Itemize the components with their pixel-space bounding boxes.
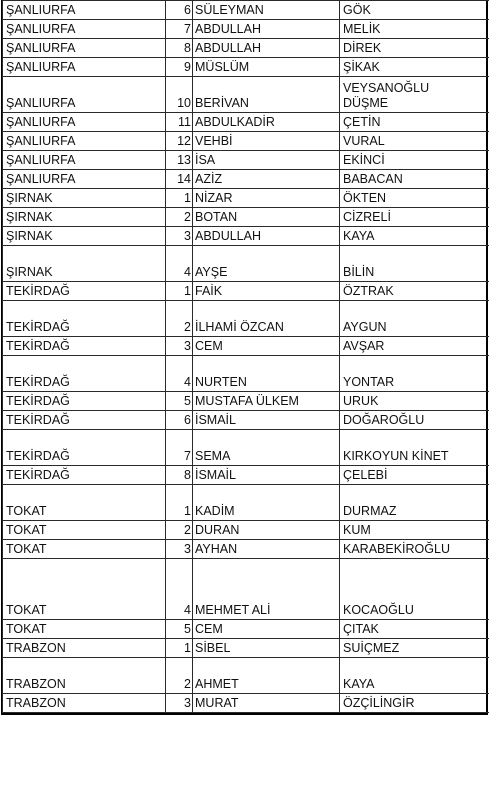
province-cell[interactable]: TOKAT [3,559,166,620]
rank-cell[interactable]: 4 [166,356,193,392]
rank-cell[interactable]: 3 [166,227,193,246]
first-name-cell[interactable]: AYŞE [193,246,340,282]
table-row [3,466,489,485]
table-row [3,521,489,540]
province-cell[interactable]: ŞANLIURFA [3,170,166,189]
table-row [3,151,489,170]
province-cell[interactable]: ŞANLIURFA [3,39,166,58]
table-row [3,485,489,521]
last-name-cell[interactable]: EKİNCİ [340,151,489,170]
spreadsheet [1,0,488,715]
last-name-cell[interactable]: AVŞAR [340,337,489,356]
province-cell[interactable]: TEKİRDAĞ [3,411,166,430]
last-name-cell[interactable]: KOCAOĞLU [340,559,489,620]
rank-cell[interactable]: 2 [166,208,193,227]
table-row [3,540,489,559]
first-name-cell[interactable]: ABDULLAH [193,227,340,246]
table-row [3,58,489,77]
first-name-cell[interactable]: İSMAİL [193,411,340,430]
first-name-cell[interactable]: FAİK [193,282,340,301]
rank-cell[interactable]: 1 [166,639,193,658]
last-name-cell[interactable]: VURAL [340,132,489,151]
province-cell[interactable]: TEKİRDAĞ [3,466,166,485]
rank-cell[interactable]: 2 [166,301,193,337]
last-name-cell[interactable]: DOĞAROĞLU [340,411,489,430]
last-name-cell[interactable]: KAYA [340,658,489,694]
table-row [3,20,489,39]
last-name-cell[interactable]: ÇELEBİ [340,466,489,485]
first-name-cell[interactable]: ABDULKADİR [193,113,340,132]
province-cell[interactable]: TOKAT [3,620,166,639]
last-name-cell[interactable]: SUİÇMEZ [340,639,489,658]
last-name-cell[interactable]: ÇETİN [340,113,489,132]
province-cell[interactable]: TOKAT [3,485,166,521]
province-cell[interactable]: TRABZON [3,694,166,713]
rank-cell[interactable]: 2 [166,658,193,694]
rank-cell[interactable]: 7 [166,430,193,466]
province-cell[interactable]: TEKİRDAĞ [3,430,166,466]
table-row [3,658,489,694]
table-row [3,113,489,132]
province-cell[interactable]: TRABZON [3,658,166,694]
rank-cell[interactable]: 1 [166,485,193,521]
first-name-cell[interactable]: SÜLEYMAN [193,1,340,20]
first-name-cell[interactable]: VEHBİ [193,132,340,151]
table-row [3,39,489,58]
province-cell[interactable]: ŞIRNAK [3,227,166,246]
province-cell[interactable]: ŞANLIURFA [3,113,166,132]
table-row [3,694,489,713]
last-name-cell[interactable]: KIRKOYUN KİNET [340,430,489,466]
first-name-cell[interactable]: MEHMET ALİ [193,559,340,620]
province-cell[interactable]: ŞANLIURFA [3,58,166,77]
last-name-cell[interactable]: KARABEKİROĞLU [340,540,489,559]
rank-cell[interactable]: 6 [166,411,193,430]
table-row [3,639,489,658]
last-name-cell[interactable]: ÖZÇİLİNGİR [340,694,489,713]
last-name-cell[interactable]: ÇITAK [340,620,489,639]
first-name-cell[interactable]: SEMA [193,430,340,466]
first-name-cell[interactable]: CEM [193,337,340,356]
last-name-cell[interactable]: ŞİKAK [340,58,489,77]
province-cell[interactable]: ŞIRNAK [3,208,166,227]
first-name-cell[interactable]: MÜSLÜM [193,58,340,77]
table-row [3,189,489,208]
province-cell[interactable]: TOKAT [3,521,166,540]
last-name-cell[interactable]: KAYA [340,227,489,246]
first-name-cell[interactable]: MURAT [193,694,340,713]
first-name-cell[interactable]: İSMAİL [193,466,340,485]
first-name-cell[interactable]: ABDULLAH [193,20,340,39]
rank-cell[interactable]: 8 [166,39,193,58]
first-name-cell[interactable]: BERİVAN [193,77,340,113]
table-row [3,132,489,151]
last-name-cell[interactable]: VEYSANOĞLU DÜŞME [340,77,489,113]
rank-cell[interactable]: 1 [166,189,193,208]
province-cell[interactable]: ŞANLIURFA [3,151,166,170]
rank-cell[interactable]: 10 [166,77,193,113]
last-name-cell[interactable]: CİZRELİ [340,208,489,227]
table-row [3,620,489,639]
first-name-cell[interactable]: AYHAN [193,540,340,559]
table-row [3,227,489,246]
rank-cell[interactable]: 11 [166,113,193,132]
last-name-cell[interactable]: GÖK [340,1,489,20]
last-name-cell[interactable]: ÖKTEN [340,189,489,208]
last-name-cell[interactable]: KUM [340,521,489,540]
first-name-cell[interactable]: KADİM [193,485,340,521]
rank-cell[interactable]: 9 [166,58,193,77]
first-name-cell[interactable]: ABDULLAH [193,39,340,58]
rank-cell[interactable]: 3 [166,694,193,713]
rank-cell[interactable]: 13 [166,151,193,170]
province-cell[interactable]: TEKİRDAĞ [3,392,166,411]
table-row [3,392,489,411]
rank-cell[interactable]: 5 [166,392,193,411]
table-row [3,246,489,282]
table-row [3,282,489,301]
table-row [3,170,489,189]
rank-cell[interactable]: 3 [166,540,193,559]
table-row [3,77,489,113]
rank-cell[interactable]: 4 [166,246,193,282]
first-name-cell[interactable]: CEM [193,620,340,639]
last-name-cell[interactable]: ÖZTRAK [340,282,489,301]
table-row [3,411,489,430]
last-name-cell[interactable]: MELİK [340,20,489,39]
rank-cell[interactable]: 3 [166,337,193,356]
first-name-cell[interactable]: MUSTAFA ÜLKEM [193,392,340,411]
table-row [3,301,489,337]
last-name-cell[interactable]: URUK [340,392,489,411]
rank-cell[interactable]: 2 [166,521,193,540]
table-row [3,337,489,356]
first-name-cell[interactable]: AZİZ [193,170,340,189]
rank-cell[interactable]: 14 [166,170,193,189]
candidate-table [2,0,489,713]
rank-cell[interactable]: 8 [166,466,193,485]
province-cell[interactable]: ŞANLIURFA [3,1,166,20]
first-name-cell[interactable]: NİZAR [193,189,340,208]
province-cell[interactable]: TOKAT [3,540,166,559]
province-cell[interactable]: ŞIRNAK [3,189,166,208]
last-name-cell[interactable]: BİLİN [340,246,489,282]
table-body [3,1,489,713]
rank-cell[interactable]: 5 [166,620,193,639]
province-cell[interactable]: TEKİRDAĞ [3,356,166,392]
first-name-cell[interactable]: NURTEN [193,356,340,392]
first-name-cell[interactable]: AHMET [193,658,340,694]
first-name-cell[interactable]: İLHAMİ ÖZCAN [193,301,340,337]
rank-cell[interactable]: 6 [166,1,193,20]
last-name-cell[interactable]: AYGUN [340,301,489,337]
province-cell[interactable]: ŞANLIURFA [3,77,166,113]
rank-cell[interactable]: 4 [166,559,193,620]
province-cell[interactable]: ŞIRNAK [3,246,166,282]
first-name-cell[interactable]: İSA [193,151,340,170]
province-cell[interactable]: TEKİRDAĞ [3,337,166,356]
first-name-cell[interactable]: SİBEL [193,639,340,658]
rank-cell[interactable]: 7 [166,20,193,39]
rank-cell[interactable]: 12 [166,132,193,151]
table-row [3,208,489,227]
last-name-cell[interactable]: DURMAZ [340,485,489,521]
province-cell[interactable]: ŞANLIURFA [3,20,166,39]
table-row [3,559,489,620]
table-row [3,356,489,392]
last-name-cell[interactable]: DİREK [340,39,489,58]
last-name-cell[interactable]: YONTAR [340,356,489,392]
table-row [3,430,489,466]
table-row [3,1,489,20]
rank-cell[interactable]: 1 [166,282,193,301]
province-cell[interactable]: TRABZON [3,639,166,658]
province-cell[interactable]: TEKİRDAĞ [3,282,166,301]
province-cell[interactable]: ŞANLIURFA [3,132,166,151]
first-name-cell[interactable]: DURAN [193,521,340,540]
first-name-cell[interactable]: BOTAN [193,208,340,227]
last-name-cell[interactable]: BABACAN [340,170,489,189]
province-cell[interactable]: TEKİRDAĞ [3,301,166,337]
